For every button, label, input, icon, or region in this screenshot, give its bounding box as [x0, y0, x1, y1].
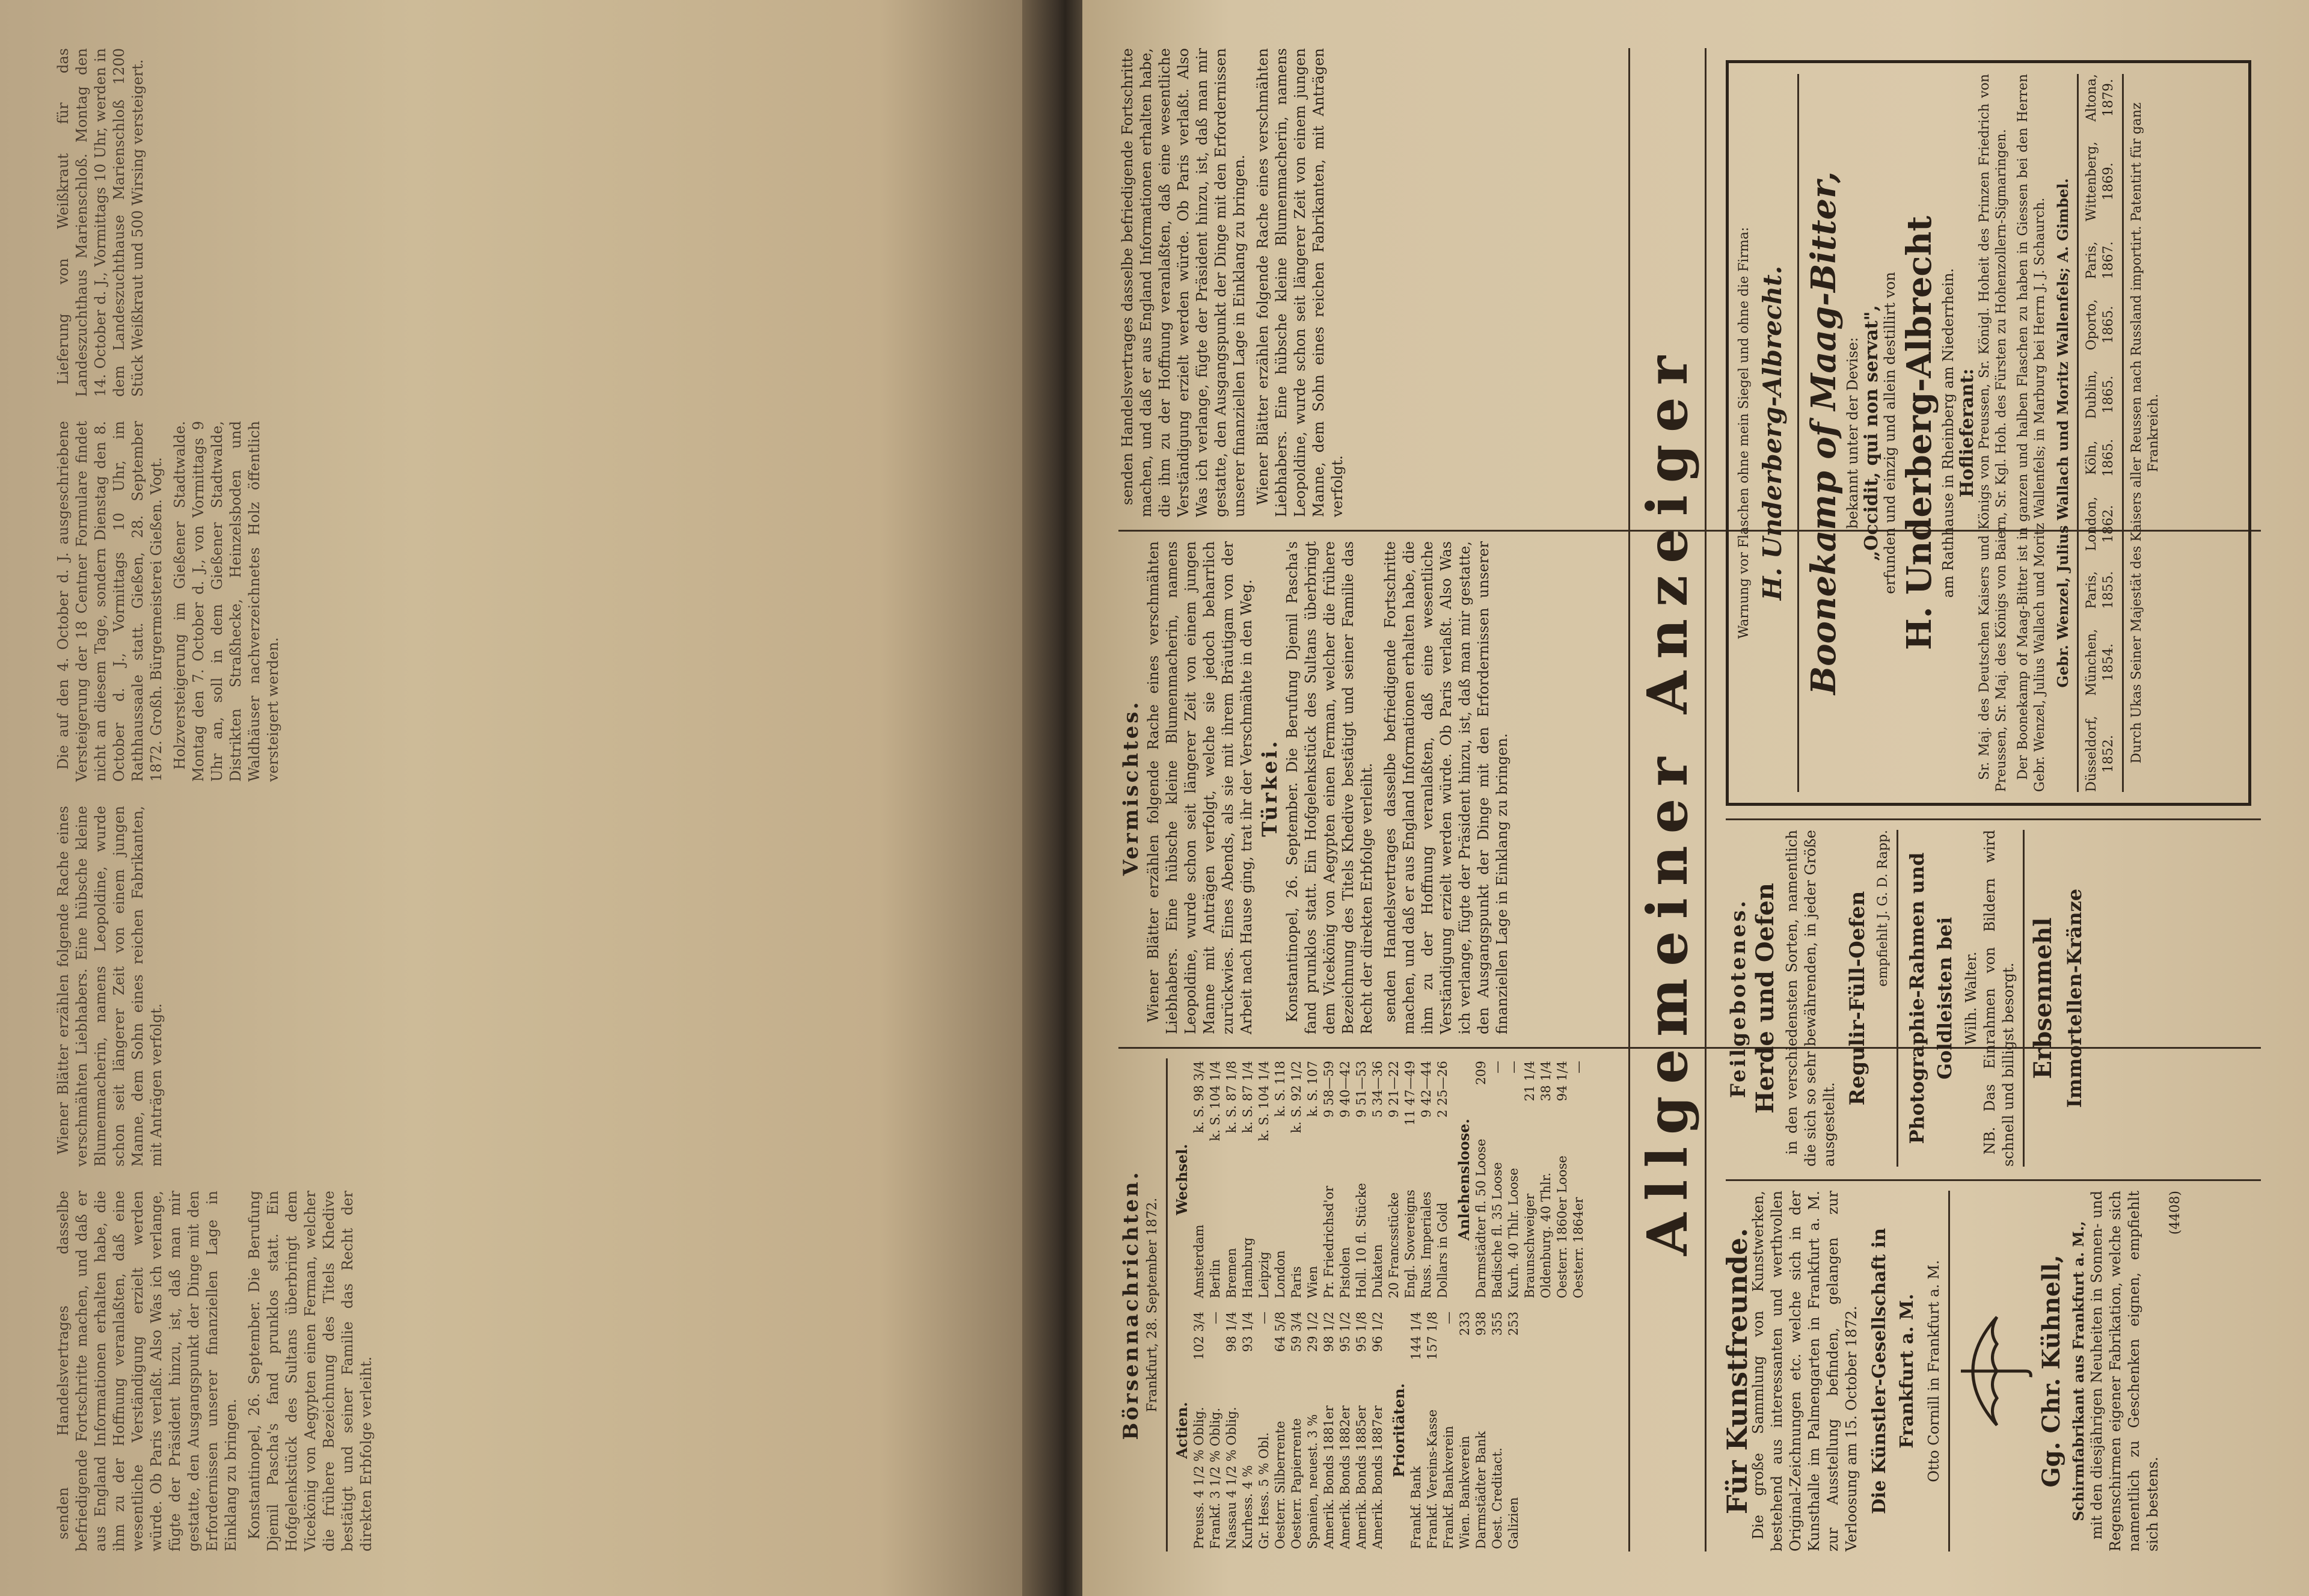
quote-name: Frankf. 3 1/2 % Oblig. [1208, 1407, 1222, 1549]
quote-value: k. S. 118 [1273, 1061, 1287, 1117]
quote-name: Wien [1305, 1266, 1320, 1298]
underberg-devise: „Occidit, qui non servat", [1861, 305, 1882, 561]
feilgebotenes-column [1726, 830, 2261, 1167]
quote-value: 209 [1474, 1061, 1488, 1085]
regulir-heading: Regulir-Füll-Oefen [1845, 891, 1869, 1106]
quote-name: Amerik. Bonds 1885er [1354, 1405, 1369, 1549]
aktien-title: Actien. [1173, 1402, 1191, 1459]
kuehnell-heading: Gg. Chr. Kühnell, [2037, 1254, 2065, 1488]
quote-value: — [1571, 1061, 1586, 1073]
left-column-text: Die auf den 4. October d. J. ausgeschriebene Versteigerung der 18 Centner Formulare findet nicht an diesem Tage, sondern Dienstag den 8. October d. J., Vormittags 10 Uhr, im Rathhaussaale statt. Gießen, 28. September 1872. Großh. Bürgermeisterei Gießen. Vogt. [55, 421, 165, 782]
quote-value: k. S. 98 3/4 [1192, 1061, 1206, 1134]
left-column-3 [54, 421, 992, 782]
vermischtes-text: Wiener Blätter erzählen folgende Rache eines verschmähten Liebhabers. Eine hübsche kleine Blumenmacherin, namens Leopoldine, wurde schon seit längerer Zeit von einem jungen Manne mit Anträgen verfolgt, welche sie jedoch beharrlich zurückwies. Eines Abends, als sie mit ihrem Bräutigam von der Arbeit nach Hause ging, trat ihr der Verschmähte in den Weg. [1145, 541, 1255, 1034]
quote-value: 59 3/4 [1289, 1312, 1304, 1352]
quote-name: London [1273, 1250, 1287, 1298]
medal-entry [2084, 370, 2117, 419]
quote-name: Pistolen [1338, 1247, 1352, 1298]
left-page-content [54, 48, 992, 1551]
quote-value: 93 1/4 [1240, 1312, 1255, 1352]
medal-city: Oporto, [2084, 299, 2099, 351]
quote-name: Amsterdam [1192, 1224, 1206, 1298]
quote-value: — [1257, 1312, 1271, 1324]
medal-city: Paris, [2084, 241, 2099, 280]
quote-name: Pr. Friedrichsd'or [1322, 1185, 1336, 1298]
medal-city: München, [2084, 628, 2099, 696]
medal-city: Düsseldorf, [2084, 716, 2099, 792]
underberg-location: am Rathhause in Rheinberg am Niederrhein. [1940, 268, 1957, 598]
left-column-4 [54, 48, 992, 397]
medal-entry [2084, 629, 2117, 696]
quote-name: Oldenburg. 40 Thlr. [1539, 1172, 1553, 1298]
herde-text: in den verschiedensten Sorten, namentlich die sich so sehr bewährenden, in jeder Größe ausgestellt. [1783, 830, 1838, 1167]
underberg-sellers: Gebr. Wenzel, Julius Wallach und Moritz Wallenfels; A. Gimbel. [2054, 178, 2071, 688]
quote-value: 157 1/8 [1425, 1312, 1440, 1360]
quote-value: — [1506, 1061, 1521, 1073]
kunstfreunde-text: Die große Sammlung von Kunstwerken, bestehend aus interessanten und werthvollen Original-Zeichnungen etc. welche sich in der Kunsthalle im Palmengarten in Frankfurt a. M. zur Ausstellung befinden, gelangen zur Verloosung am 15. October 1872. [1750, 1191, 1860, 1551]
medal-year: 1865. [2101, 375, 2116, 414]
herde-heading: Herde und Oefen [1751, 883, 1779, 1114]
quote-name: Engl. Sovereigns [1403, 1189, 1417, 1298]
quote-value: k. S. 107 [1305, 1061, 1320, 1117]
quote-name: Bremen [1224, 1248, 1239, 1298]
quote-value: k. S. 87 1/8 [1224, 1061, 1239, 1134]
quote-value: k. S. 104 1/4 [1208, 1061, 1222, 1141]
medal-entry [2084, 716, 2117, 792]
medal-entry [2084, 497, 2117, 551]
left-column-text: senden Handelsvertrages dasselbe befriedigende Fortschritte machen, und daß er aus England Informationen erhalten habe, die ihm zu der Hoffnung veranlaßten, daß eine wesentliche Verständigung erzielt werden würde. Ob Paris verlaßt. Also Was ich verlange, fügte der Präsident hinzu, ist, daß man mir gestatte, den Ausgangspunkt der Dinge mit den Erfordernissen unserer finanziellen Lage in Einklang zu bringen. [1119, 48, 1248, 517]
underberg-box [1726, 60, 2251, 806]
medal-year: 1869. [2101, 162, 2116, 201]
kuenstler-heading: Die Künstler-Gesellschaft in Frankfurt a. M. [1869, 1228, 1918, 1514]
quote-name: Hamburg [1240, 1237, 1255, 1298]
quote-value: — [1441, 1312, 1456, 1324]
quote-value: 95 1/2 [1338, 1312, 1352, 1352]
quote-value: — [1208, 1312, 1222, 1324]
quote-name: Darmstädter Bank [1474, 1431, 1488, 1549]
anlehen-title: Anlehensloose. [1455, 1119, 1473, 1241]
feilgebotenes-heading: Feilgebotenes. [1726, 898, 1750, 1099]
column-rule [1726, 1179, 2261, 1181]
medal-entry [2084, 439, 2117, 477]
immortellen-heading: Immortellen-Kränze [2063, 888, 2086, 1108]
quote-value: 5 34—36 [1370, 1061, 1385, 1118]
quote-value: 9 58—59 [1322, 1061, 1336, 1118]
quote-name: Frankf. Bank [1409, 1466, 1423, 1549]
medal-city: Köln, [2084, 440, 2099, 475]
quote-name: Braunschweiger [1522, 1193, 1537, 1298]
left-column-text: Wiener Blätter erzählen folgende Rache eines verschmähten Liebhabers. Eine hübsche kleine Blumenmacherin, namens Leopoldine, wurde schon seit längerer Zeit von einem jungen Manne, dem Sohn eines reichen Fabrikanten, mit Anträgen verfolgt. [55, 806, 165, 1167]
divider [2077, 74, 2079, 792]
divider [2023, 830, 2025, 1167]
quote-name: Frankf. Vereins-Kasse [1425, 1409, 1440, 1549]
quote-name: Oest. Creditact. [1490, 1447, 1504, 1549]
medal-year: 1854. [2101, 643, 2116, 681]
column-rule [1726, 818, 2261, 820]
left-column-text: Wiener Blätter erzählen folgende Rache eines verschmähten Liebhabers. Eine hübsche kleine Blumenmacherin, namens Leopoldine, wurde schon seit längerer Zeit von einem jungen Manne, dem Sohn eines reichen Fabrikanten, mit Anträgen verfolgt. [1254, 48, 1346, 517]
underberg-maker: H. Underberg-Albrecht [1900, 215, 1939, 651]
quote-value: 9 42—44 [1419, 1061, 1434, 1118]
underberg-royal-text: Sr. Maj. des Deutschen Kaisers und Königs von Preussen, Sr. Königl. Hoheit des Prinzen Friedrich von Preussen, Sr. Maj. des Königs von Baiern, Sr. Kgl. Hoh. des Fürsten zu Hohenzollern-Sigmaringen. [1977, 74, 2009, 792]
medal-year: 1855. [2101, 571, 2116, 609]
tuerkei-heading: Türkei. [1258, 738, 1282, 837]
underberg-firm: H. Underberg-Albrecht. [1758, 265, 1787, 601]
medal-city: Dublin, [2084, 370, 2099, 419]
medal-year: 1852. [2101, 735, 2116, 773]
quote-value: 98 1/2 [1322, 1312, 1336, 1352]
quote-value: k. S. 87 1/4 [1240, 1061, 1255, 1134]
medal-year: 1867. [2101, 241, 2116, 280]
quote-name: Leipzig [1257, 1251, 1271, 1298]
kuehnell-subheading: Schirmfabrikant aus Frankfurt a. M., [2070, 1221, 2087, 1521]
left-column-text: Konstantinopel, 26. September. Die Berufung Djemil Pascha's fand prunklos statt. Ein Hofgelenkstück des Sultans überbringt dem Vicekönig von Aegypten einen Ferman, welcher die frühere Bezeichnung des Titels Khedive bestätigt und seiner Familie das Recht der direkten Erbfolge verleiht. [1284, 541, 1375, 1034]
underberg-ad [1726, 60, 2261, 806]
quote-name: Galizien [1506, 1497, 1521, 1549]
quote-value: 21 1/4 [1522, 1061, 1537, 1102]
quote-value: 102 3/4 [1192, 1312, 1206, 1360]
kuenstler-names: Otto Cornill in Frankfurt a. M. [1925, 1260, 1942, 1482]
quote-name: Spanien, neuest. 3 % [1305, 1414, 1320, 1549]
quote-value: 29 1/2 [1305, 1312, 1320, 1352]
left-column-text: Holzversteigerung im Gießener Stadtwalde. Montag den 7. October d. J., von Vormittags 9 Uhr an, soll in dem Gießener Stadtwalde, Distrikten Straßhecke, Heinzelsboden und Waldhäuser nachverzeichnetes Holz öffentlich versteigert werden. [171, 421, 281, 782]
quote-value: — [1490, 1061, 1504, 1073]
quote-name: Nassau 4 1/2 % Oblig. [1224, 1407, 1239, 1549]
photographie-heading: Photographie-Rahmen und Goldleisten bei [1906, 852, 1956, 1144]
quote-value: 64 5/8 [1273, 1312, 1287, 1352]
medal-year: 1862. [2101, 505, 2116, 543]
quote-name: Kurhess. 4 % [1240, 1465, 1255, 1549]
quote-value: 95 1/8 [1354, 1312, 1369, 1352]
medal-entry [2084, 299, 2117, 350]
quote-name: Oesterr. 1864er [1571, 1197, 1586, 1298]
quote-value: 98 1/4 [1224, 1312, 1239, 1352]
quote-value: 9 21—22 [1387, 1061, 1401, 1118]
kunstfreunde-heading: Für Kunstfreunde. [1721, 1227, 1753, 1515]
quote-name: Dukaten [1370, 1244, 1385, 1298]
quote-value: 253 [1506, 1312, 1521, 1336]
quote-name: Gr. Hess. 5 % Obl. [1257, 1432, 1271, 1549]
quote-name: Paris [1289, 1266, 1304, 1298]
quote-value: 233 [1458, 1312, 1472, 1336]
boersen-heading: Börsennachrichten. [1119, 1170, 1143, 1440]
kunstfreunde-column [1721, 1191, 2261, 1551]
quote-name: Kurh. 40 Thlr. Loose [1506, 1168, 1521, 1298]
medal-city: Paris, [2084, 571, 2099, 609]
quote-name: Oesterr. 1860er Loose [1555, 1155, 1569, 1298]
wechsel-title: Wechsel. [1173, 1144, 1191, 1215]
medal-entry [2084, 241, 2117, 279]
photographie-vendor: Wilh. Walter. [1963, 951, 1979, 1045]
left-column-1 [54, 1191, 992, 1551]
quote-value: 96 1/2 [1370, 1312, 1385, 1352]
einrahmen-text: NB. Das Einrahmen von Bildern wird schnell und billigst besorgt. [1981, 830, 2017, 1167]
quote-name: Berlin [1208, 1259, 1222, 1298]
medal-year: 1879. [2101, 79, 2116, 117]
quote-name: Badische fl. 35 Loose [1490, 1162, 1504, 1298]
medal-city: Altona, [2084, 74, 2099, 122]
regulir-vendor: empfiehlt J. G. D. Rapp. [1875, 830, 1890, 987]
medals-row [2084, 74, 2117, 792]
section-title: Allgemeiner Anzeiger [1635, 343, 1700, 1256]
quote-value: 938 [1474, 1312, 1488, 1336]
boersen-date: Frankfurt, 28. September 1872. [1145, 1197, 1160, 1413]
quote-name: Oesterr. Papierrente [1289, 1418, 1304, 1549]
quote-name: Oesterr. Silberrente [1273, 1421, 1287, 1549]
left-column-text: senden Handelsvertrages dasselbe befriedigende Fortschritte machen, und daß er aus England Informationen erhalten habe, die ihm zu der Hoffnung veranlaßten, daß eine wesentliche Verständigung erzielt werden würde. Ob Paris verlaßt. Also Was ich verlange, fügte der Präsident hinzu, ist, daß man mir gestatte, den Ausgangspunkt der Dinge mit den Erfordernissen unserer finanziellen Lage in Einklang zu bringen. [1382, 541, 1510, 1034]
quote-name: Russ. Imperiales [1419, 1191, 1434, 1298]
erbsenmehl-heading: Erbsenmehl [2029, 917, 2057, 1079]
underberg-product: Boonekamp of Maag-Bitter, [1804, 171, 1844, 695]
underberg-imported: Durch Ukas Seiner Majestät des Kaisers aller Reussen nach Russland importirt. Patentirt für ganz Frankreich. [2129, 102, 2161, 764]
medal-entry [2084, 141, 2117, 221]
quote-name: Darmstädter fl. 50 Loose [1474, 1138, 1488, 1298]
underberg-bekannt: bekannt unter der Devise: [1844, 337, 1861, 529]
quote-name: Wien. Bankverein [1458, 1435, 1472, 1549]
quote-value: 144 1/4 [1409, 1312, 1423, 1360]
quote-value: 11 47—49 [1403, 1061, 1417, 1126]
quote-value: 2 25—26 [1435, 1061, 1450, 1118]
left-column-text: Konstantinopel, 26. September. Die Berufung Djemil Pascha's fand prunklos statt. Ein Hofgelenkstück des Sultans überbringt dem Vicekönig von Aegypten einen Ferman, welcher die frühere Bezeichnung des Titels Khedive bestätigt und seiner Familie das Recht der direkten Erbfolge verleiht. [246, 1191, 375, 1551]
quote-name: Amerik. Bonds 1882er [1338, 1405, 1352, 1549]
quote-name: Amerik. Bonds 1887er [1370, 1405, 1385, 1549]
quote-name: 20 Francsstücke [1387, 1192, 1401, 1298]
kuehnell-ref: (4408) [2168, 1191, 2183, 1235]
quote-name: Frankf. Bankverein [1441, 1426, 1456, 1549]
underberg-erfunden: erfunden und einzig und allein destillirt von [1881, 272, 1898, 594]
divider [2122, 74, 2124, 792]
divider [1897, 830, 1898, 1167]
vermischtes-heading: Vermischtes. [1119, 699, 1143, 876]
umbrella-icon [1955, 1311, 2033, 1431]
medal-year: 1865. [2101, 438, 2116, 477]
underberg-seller-text: Der Boonekamp of Maag-Bitter ist in ganzen und halben Flaschen zu haben in Giessen bei den Herren Gebr. Wenzel, Julius Wallach und Moritz Wallenfels; in Marburg bei Herrn J. J. Schaurch. [2016, 74, 2047, 792]
left-column-2 [54, 806, 992, 1167]
quote-value: 9 40—42 [1338, 1061, 1352, 1118]
left-column-text: senden Handelsvertrages dasselbe befriedigende Fortschritte machen, und daß er aus England Informationen erhalten habe, die ihm zu der Hoffnung veranlaßten, daß eine wesentliche Verständigung erzielt werden würde. Ob Paris verlaßt. Also Was ich verlange, fügte der Präsident hinzu, ist, daß man mir gestatte, den Ausgangspunkt der Dinge mit den Erfordernissen unserer finanziellen Lage in Einklang zu bringen. [55, 1191, 239, 1551]
underberg-warning: Warnung vor Flaschen ohne mein Siegel und ohne die Firma: [1737, 227, 1752, 639]
quote-name: Holl. 10 fl. Stücke [1354, 1183, 1369, 1298]
medal-entry [2084, 571, 2117, 609]
quote-value: 38 1/4 [1539, 1061, 1553, 1102]
prioritaeten-title: Prioritäten. [1390, 1383, 1408, 1478]
underberg-hoflieferant: Hoflieferant: [1957, 368, 1978, 498]
ads-frame [1118, 48, 2261, 1551]
quote-value: 94 1/4 [1555, 1061, 1569, 1102]
medal-entry [2084, 74, 2117, 121]
quote-name: Dollars in Gold [1435, 1202, 1450, 1298]
quote-value: 355 [1490, 1312, 1504, 1336]
divider [1948, 1191, 1950, 1551]
medal-city: Wittenberg, [2084, 141, 2099, 222]
quote-name: Preuss. 4 1/2 % Oblig. [1192, 1407, 1206, 1549]
kuehnell-text: mit den diesjährigen Neuheiten in Sonnen- und Regenschirmen eigener Fabrikation, welche sich namentlich zu Geschenken eignen, empfiehlt sich bestens. [2088, 1191, 2161, 1551]
quote-name: Amerik. Bonds 1881er [1322, 1405, 1336, 1549]
medal-year: 1865. [2101, 305, 2116, 344]
divider [1797, 74, 1799, 792]
quote-value: k. S. 104 1/4 [1257, 1061, 1271, 1141]
quote-value: k. S. 92 1/2 [1289, 1061, 1304, 1134]
medal-city: London, [2084, 496, 2099, 551]
quote-value: 9 51—53 [1354, 1061, 1369, 1118]
left-column-text: Lieferung von Weißkraut für das Landeszuchthaus Marienschloß. Montag den 14. October d. J., Vormittags 10 Uhr, werden in dem Landeszuchthause Marienschloß 1200 Stück Weißkraut und 500 Wirsing versteigert. [55, 48, 146, 397]
